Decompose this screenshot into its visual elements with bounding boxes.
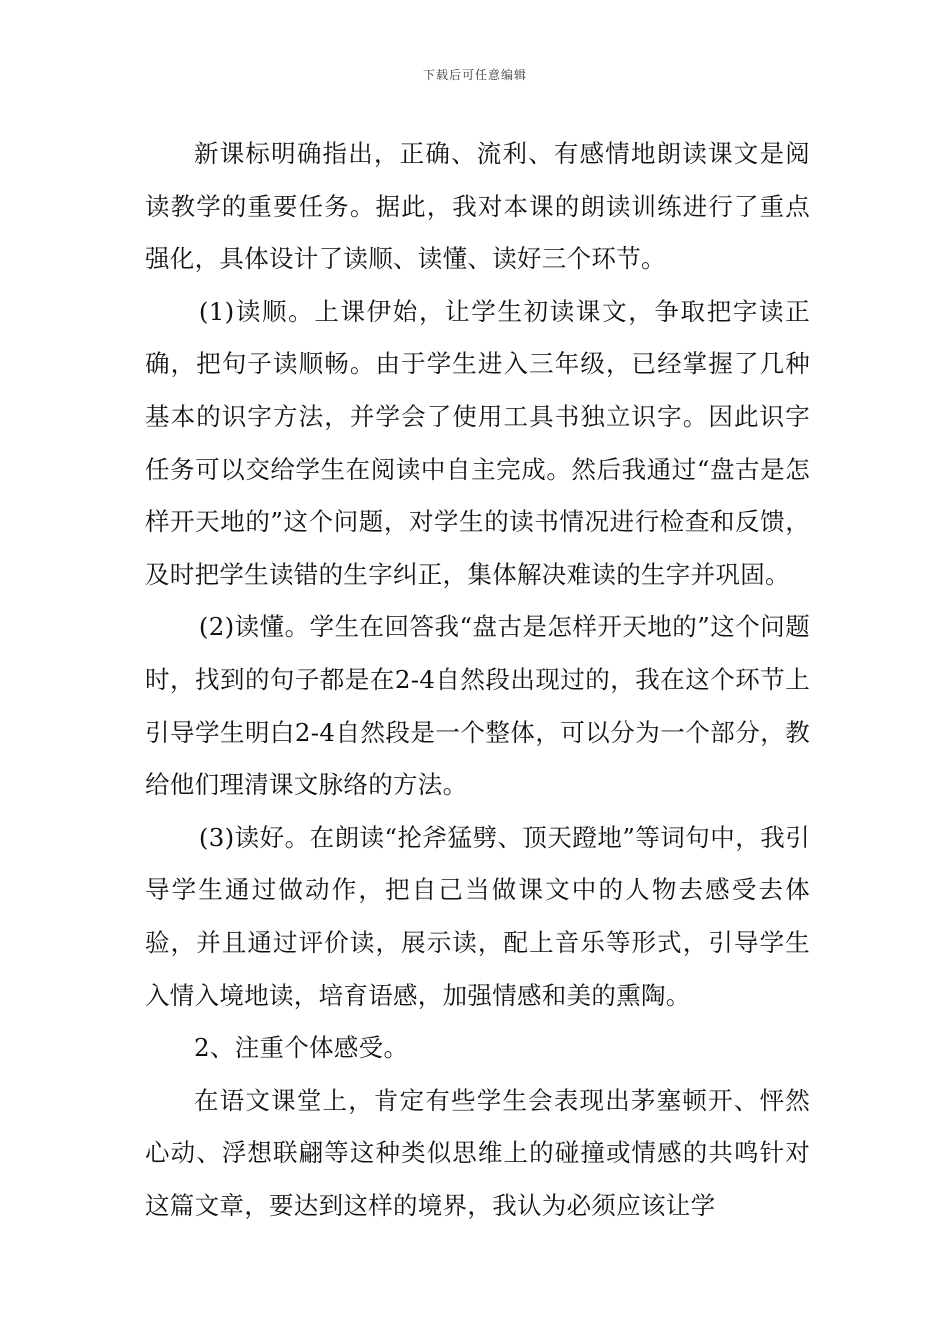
paragraph-classroom: 在语文课堂上，肯定有些学生会表现出茅塞顿开、怦然心动、浮想联翩等这种类似思维上的碰撞或情感的共鸣针对这篇文章，要达到这样的境界，我认为必须应该让学 <box>145 1085 810 1220</box>
paragraph-read-well: (3)读好。在朗读“抡斧猛劈、顶天蹬地”等词句中，我引导学生通过做动作，把自己当做课文中的人物去感受去体验，并且通过评价读，展示读，配上音乐等形式，引导学生入情入境地读，培育语感，加强情感和美的熏陶。 <box>145 822 810 1010</box>
paragraph-read-understand: (2)读懂。学生在回答我“盘古是怎样开天地的”这个问题时，找到的句子都是在2-4自然段出现过的，我在这个环节上引导学生明白2-4自然段是一个整体，可以分为一个部分，教给他们理清课文脉络的方法。 <box>145 612 810 800</box>
document-body <box>145 128 810 1232</box>
section-heading-individual-feeling: 2、注重个体感受。 <box>194 1033 409 1063</box>
paragraph-read-smoothly: (1)读顺。上课伊始，让学生初读课文，争取把字读正确，把句子读顺畅。由于学生进入三年级，已经掌握了几种基本的识字方法，并学会了使用工具书独立识字。因此识字任务可以交给学生在阅读中自主完成。然后我通过“盘古是怎样开天地的”这个问题，对学生的读书情况进行检查和反馈，及时把学生读错的生字纠正，集体解决难读的生字并巩固。 <box>145 296 810 589</box>
paragraph-intro: 新课标明确指出，正确、流利、有感情地朗读课文是阅读教学的重要任务。据此，我对本课的朗读训练进行了重点强化，具体设计了读顺、读懂、读好三个环节。 <box>145 139 810 274</box>
header-note: 下载后可任意编辑 <box>422 68 527 82</box>
